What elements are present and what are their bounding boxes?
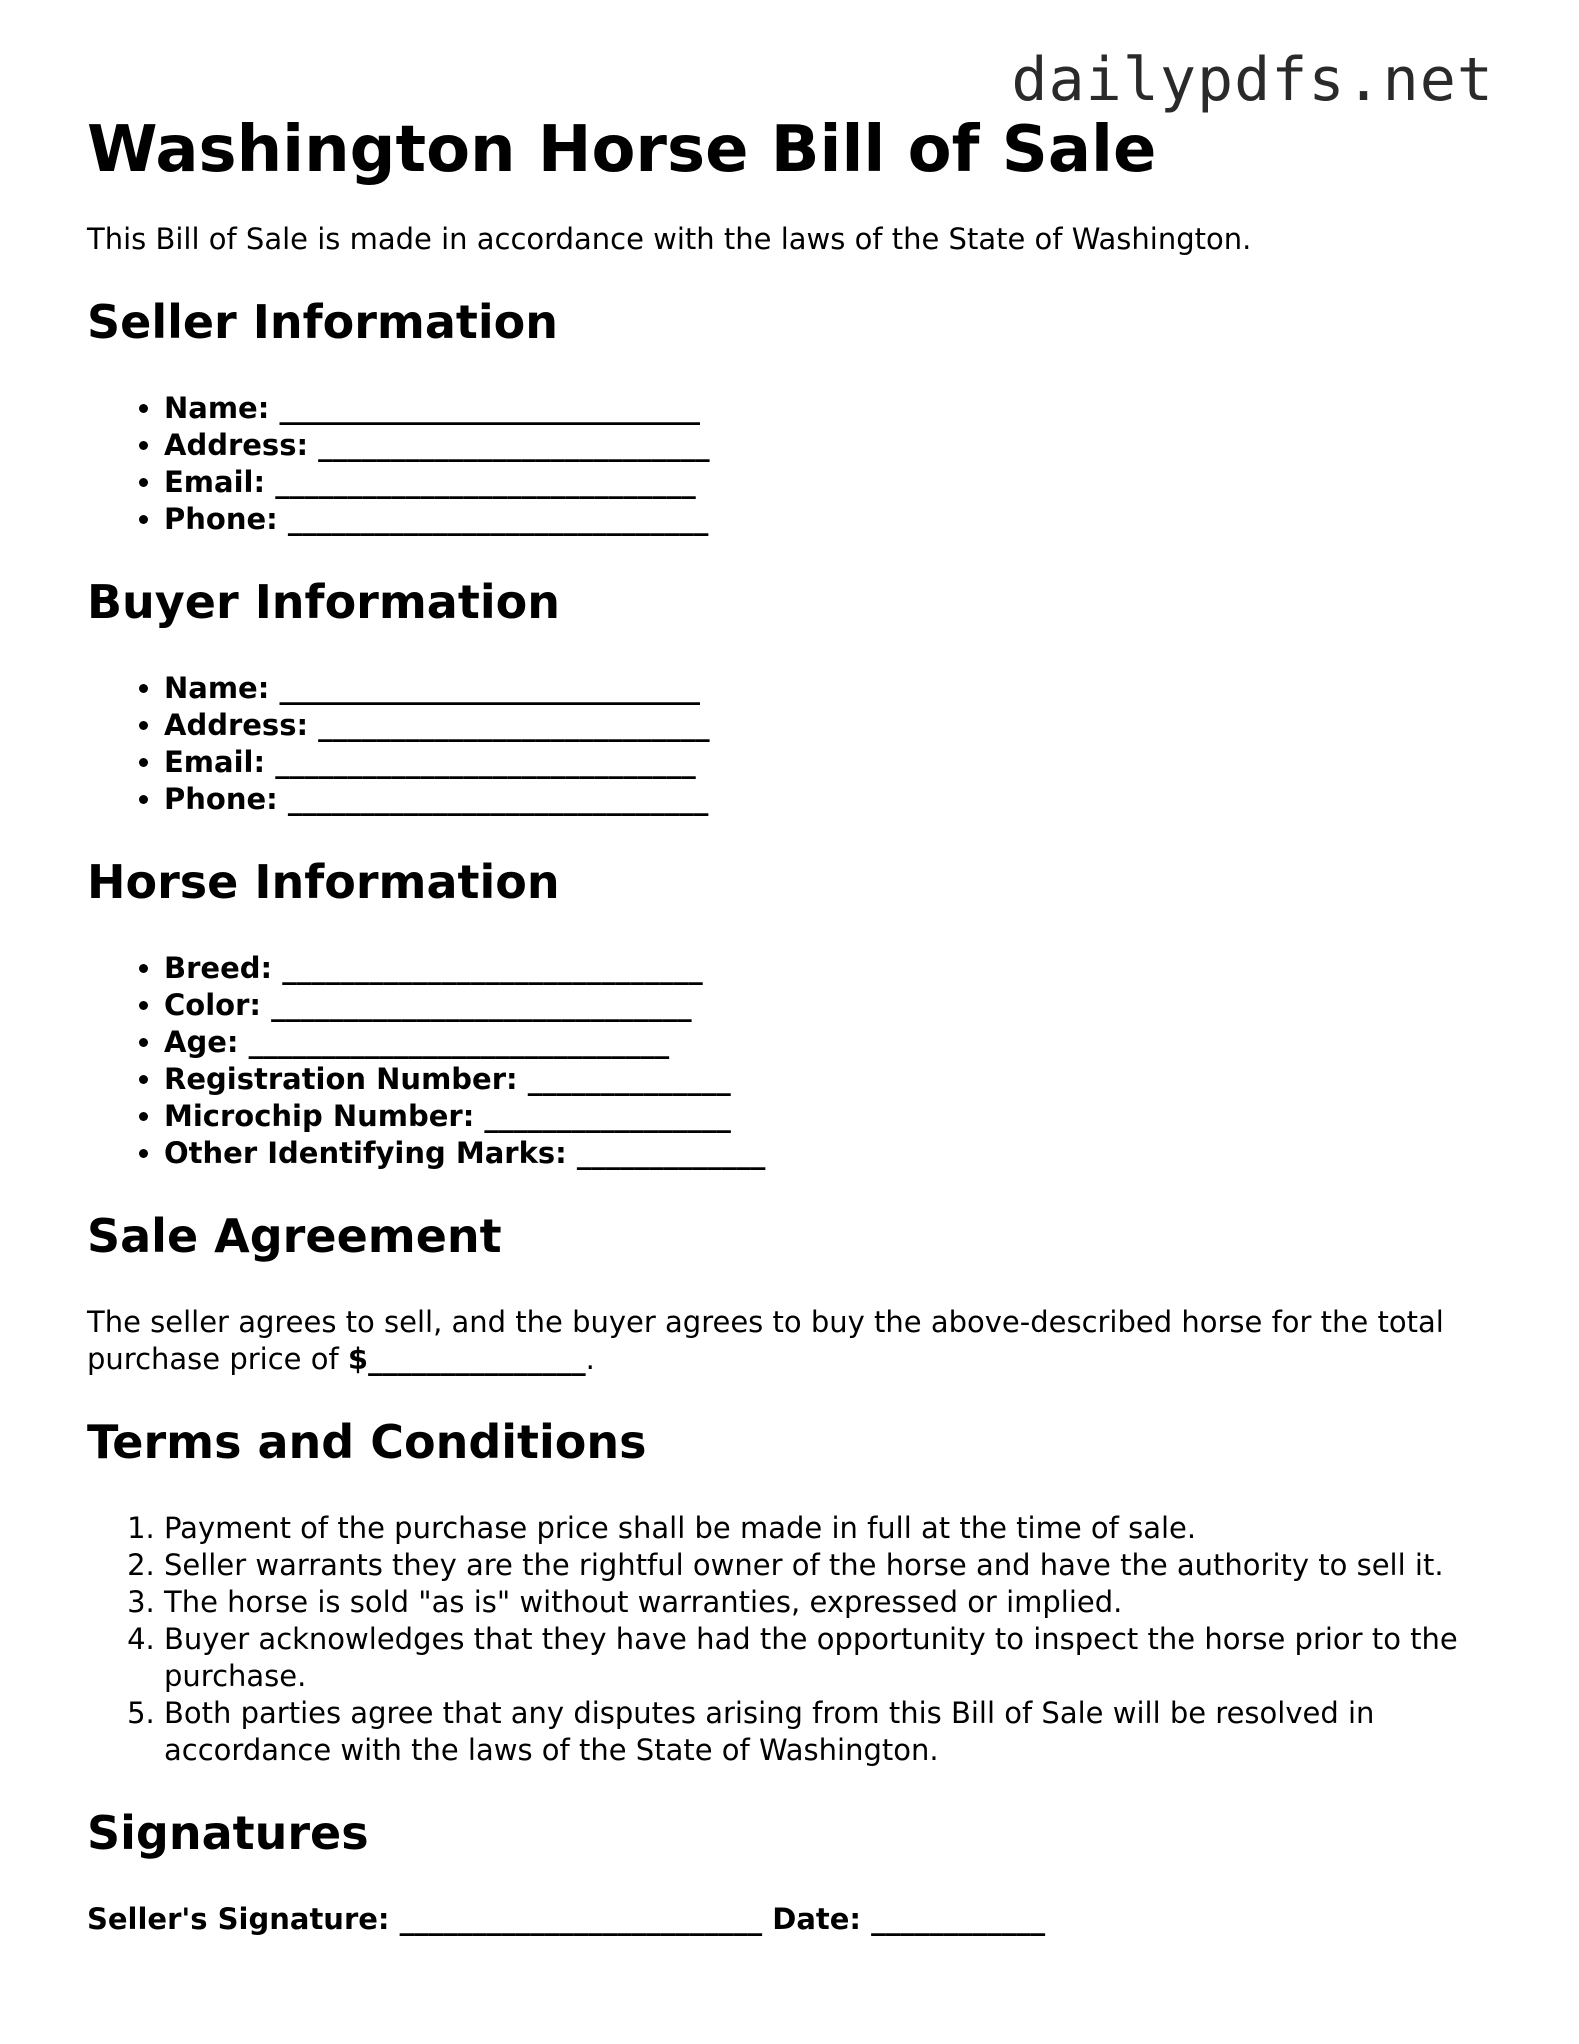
blank-line: _____________________________ — [275, 465, 696, 499]
price-blank: $_______________ — [347, 1342, 586, 1376]
term-item: 3. The horse is sold "as is" without warranties, expressed or implied. — [164, 1584, 1487, 1621]
buyer-field-name: • Name: _____________________________ — [164, 670, 1487, 707]
horse-field-breed: • Breed: _____________________________ — [164, 950, 1487, 987]
intro-text: This Bill of Sale is made in accordance with the laws of the State of Washington. — [87, 222, 1252, 256]
blank-line: _____________________________ — [279, 671, 700, 705]
blank-line: ____________ — [871, 1902, 1046, 1936]
term-item: 2. Seller warrants they are the rightful owner of the horse and have the authority to sell it. — [164, 1547, 1487, 1584]
term-item: 1. Payment of the purchase price shall be made in full at the time of sale. — [164, 1510, 1487, 1547]
blank-line: ______________ — [527, 1062, 731, 1096]
horse-field-color: • Color: _____________________________ — [164, 987, 1487, 1024]
document-title: Washington Horse Bill of Sale — [87, 113, 1157, 187]
seller-field-phone: • Phone: _____________________________ — [164, 501, 1487, 538]
horse-fields — [87, 950, 1487, 1172]
seller-fields — [87, 390, 1487, 538]
term-item: 5. Both parties agree that any disputes arising from this Bill of Sale will be resolved in accordance with the laws of the State of Washington. — [164, 1695, 1487, 1769]
blank-line: _____________________________ — [248, 1025, 670, 1059]
buyer-field-phone: • Phone: _____________________________ — [164, 781, 1487, 818]
buyer-field-address: • Address: ___________________________ — [164, 707, 1487, 744]
blank-line: _____________________________ — [282, 951, 703, 985]
blank-line: _____________________________ — [287, 782, 709, 816]
sale-heading: Sale Agreement — [87, 1209, 502, 1263]
horse-field-age: • Age: _____________________________ — [164, 1024, 1487, 1061]
watermark: dailypdfs.net — [1011, 45, 1494, 115]
blank-line: ___________________________ — [318, 428, 710, 462]
seller-field-email: • Email: _____________________________ — [164, 464, 1487, 501]
terms-list — [87, 1510, 1487, 1769]
document-page — [87, 110, 1487, 1938]
term-item: 4. Buyer acknowledges that they have had the opportunity to inspect the horse prior to the purchase. — [164, 1621, 1487, 1695]
blank-line: ___________________________ — [318, 708, 710, 742]
blank-line: _____________________________ — [279, 391, 700, 425]
blank-line: _________________________ — [399, 1902, 763, 1936]
blank-line: _________________ — [484, 1099, 731, 1133]
buyer-field-email: • Email: _____________________________ — [164, 744, 1487, 781]
blank-line: _____________________________ — [275, 745, 696, 779]
blank-line: _____________________________ — [271, 988, 692, 1022]
date-label: Date: — [772, 1902, 862, 1936]
terms-heading: Terms and Conditions — [87, 1415, 647, 1469]
horse-field-microchip: • Microchip Number: _________________ — [164, 1098, 1487, 1135]
horse-heading: Horse Information — [87, 855, 560, 909]
seller-field-address: • Address: ___________________________ — [164, 427, 1487, 464]
seller-signature-line: Seller's Signature: _________________________ Date: ____________ — [87, 1902, 1046, 1936]
buyer-heading: Buyer Information — [87, 575, 560, 629]
sale-paragraph: The seller agrees to sell, and the buyer agrees to buy the above-described horse for the total purchase price of $_______________. — [87, 1305, 1444, 1376]
buyer-fields — [87, 670, 1487, 818]
horse-field-registration: • Registration Number: ______________ — [164, 1061, 1487, 1098]
seller-field-name: • Name: _____________________________ — [164, 390, 1487, 427]
horse-field-marks: • Other Identifying Marks: _____________ — [164, 1135, 1487, 1172]
blank-line: _____________________________ — [287, 502, 709, 536]
blank-line: _____________ — [576, 1136, 766, 1170]
signatures-heading: Signatures — [87, 1806, 369, 1860]
seller-heading: Seller Information — [87, 295, 559, 349]
